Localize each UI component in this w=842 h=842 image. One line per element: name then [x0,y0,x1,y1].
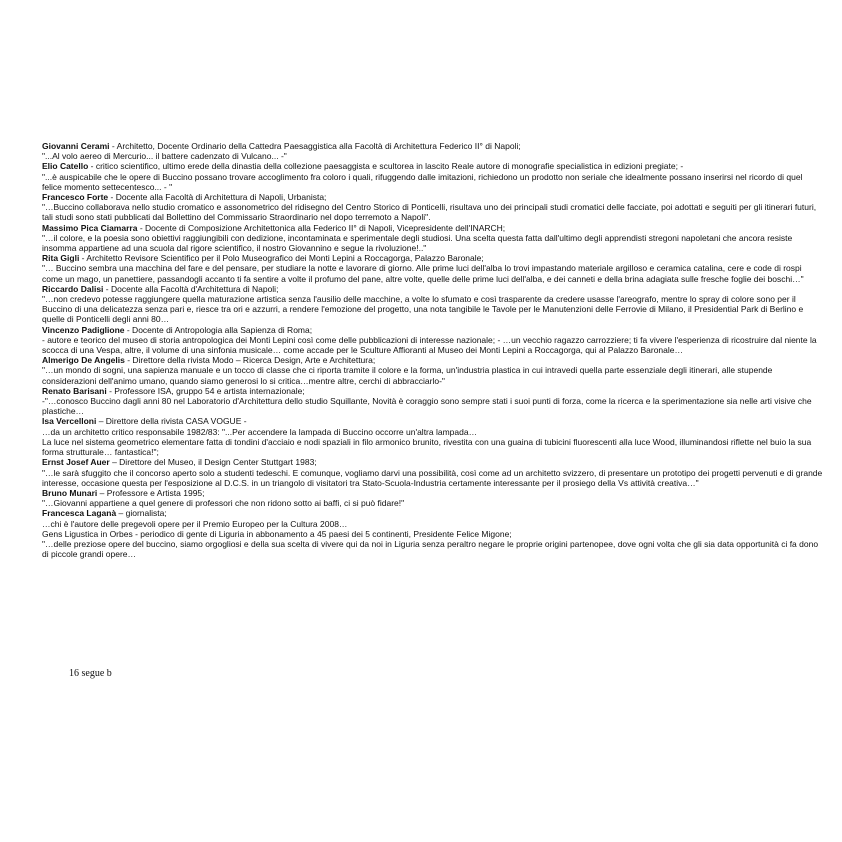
author-role: - Docente alla Facoltà d'Architettura di Napoli; [103,283,279,294]
author-name: Ernst Josef Auer [42,457,110,468]
testimonial-entry [42,192,824,223]
author-name: Vincenzo Padiglione [42,324,125,335]
author-role: - Docente di Antropologia alla Sapienza di Roma; [124,324,313,335]
quote-text: …chi è l'autore delle pregevoli opere per il Premio Europeo per la Cultura 2008… [42,518,348,529]
entry-heading [42,192,824,202]
quote-text: "…il colore, e la poesia sono obiettivi raggiungibili con dedizione, incontaminata e sperimentale degli studiosi. Una scelta questa fatta dall'ultimo degli apprendisti stregoni napoletani che ancora resiste insomma appartiene ad una scuola dal rigore scientifico, il nostro Giovannino e segue la rivoluzione!.." [42,232,793,254]
author-role: - Docente di Composizione Architettonica alla Federico II° di Napoli, Vicepresidente dell'INARCH; [137,222,506,233]
author-role: – giornalista; [116,508,167,519]
author-name: Rita Gigli [42,253,80,264]
author-name: Massimo Pica Ciamarra [42,222,138,233]
author-name: Giovanni Cerami [42,141,110,151]
author-name: Riccardo Dalisi [42,283,104,294]
author-role: - Professore ISA, gruppo 54 e artista internazionale; [106,385,305,396]
testimonial-entry [42,161,824,192]
entry-heading [42,508,824,518]
author-name: Almerigo De Angelis [42,355,125,366]
quote-text: "…le sarà sfuggito che il concorso aperto solo a studenti tedeschi. E comunque, vogliamo darvi una possibilità, così come ad un architetto svizzero, di presentare un prototipo dei progetti pervenuti e di grande interesse, occasione questa per l'esposizione al D.C.S. in un triangolo di visitatori tra Stato-Scuola-Industria certamente interessante per il prosiego della Vs attività creativa…" [42,467,823,488]
quote-text: - autore e teorico del museo di storia antropologica dei Monti Lepini così come delle pubblicazioni di interesse nazionale; - …un vecchio ragazzo carrozziere; ti fa vivere l'esperienza di ricostruire dal niente la scocca di una Vespa, altre, il volume di una sinfonia musicale… come accade per le Sculture Affioranti al Museo dei Monti Lepini a Roccagorga, qui al Palazzo Baronale… [42,334,817,356]
testimonial-entry [42,141,824,161]
author-role: - Architetto, Docente Ordinario della Cattedra Paesaggistica alla Facoltà di Architettura Federico II° di Napoli; [109,141,521,151]
quote-text: Gens Ligustica in Orbes - periodico di gente di Liguria in abbonamento a 45 paesi dei 5 continenti, Presidente Felice Migone; [42,528,512,539]
entry-heading [42,386,824,396]
testimonial-entry [42,508,824,559]
author-role: - Architetto Revisore Scientifico per il Polo Museografico dei Monti Lepini a Roccagorga, Palazzo Baronale; [79,253,484,264]
quote-text: La luce nel sistema geometrico elementare fatta di tondini d'acciaio e nodi spaziali in filo armonico brunito, rivestita con una guaina di tubicini fluorescenti alla luce Wood, illuminandosi riflette nel buio la sua forma strutturale… fantastica!"; [42,436,812,458]
entry-heading [42,141,824,151]
author-role: - critico scientifico, ultimo erede della dinastia della collezione paesaggista e scultorea in lascito Reale autore di monografie specialistica in edizioni pregiate; - [88,161,684,172]
testimonial-entry [42,253,824,284]
entry-heading [42,284,824,294]
author-role: – Direttore del Museo, il Design Center Stuttgart 1983; [109,457,317,468]
author-role: - Docente alla Facoltà di Architettura di Napoli, Urbanista; [108,192,327,203]
entry-heading [42,223,824,233]
author-name: Francesca Laganà [42,508,117,519]
entry-heading [42,325,824,335]
document-body [42,141,824,559]
author-name: Elio Catello [42,161,89,172]
author-name: Isa Vercelloni [42,416,97,427]
author-role: - Direttore della rivista Modo – Ricerca Design, Arte e Architettura; [124,355,376,366]
testimonial-entry [42,223,824,254]
entry-heading [42,161,824,171]
testimonial-entry [42,284,824,325]
author-name: Renato Barisani [42,385,107,396]
entry-heading [42,355,824,365]
quote-text: "…delle preziose opere del buccino, siamo orgogliosi e della sua scelta di vivere qui da noi in Liguria senza peraltro negare le proprie origini partenopee, dove ogni volta che gli sia data opportunità ci fa dono di piccole grandi opere… [42,538,819,560]
quote-text: "… Buccino sembra una macchina del fare e del pensare, per studiare la notte e lavorare di giorno. Alle prime luci dell'alba lo trovi impastando materiale argilloso e ceramica catalina, cere e code di rospi come un mago, un panettiere, passandogli accanto ti fa sentire a volte il profumo del pane, altre volte, quelle delle prime luci dell'alba, e dei canneti e della brina adagiata sulle fresche foglie dei boschi…" [42,263,804,284]
author-role: – Professore e Artista 1995; [97,487,205,498]
testimonial-entry [42,355,824,386]
testimonial-entry [42,416,824,457]
testimonial-entry [42,325,824,356]
quote-text: "...è auspicabile che le opere di Buccino possano trovare accoglimento fra coloro i quali, rifuggendo dalle imitazioni, richiedono un prodotto non seriale che idealmente possano inserirsi nel ricordo di quel felice momento settecentesco... - " [42,171,803,192]
entry-heading [42,416,824,426]
page-footer: 16 segue b [69,668,112,679]
author-role: – Direttore della rivista CASA VOGUE - [96,416,247,427]
quote-text: -"…conosco Buccino dagli anni 80 nel Laboratorio d'Architettura dello studio Squillante, Novità è coraggio sono sempre stati i suoi punti di forza, come la ricerca e la sperimentazione sia nelle arti visive che plastiche… [42,396,812,417]
quote-text: "…Buccino collaborava nello studio cromatico e assonometrico del ridisegno del Centro Storico di Ponticelli, risultava uno dei principali studi cromatici delle facciate, poi adottati e seguiti per gli itinerari futuri, tali studi sono stati pubblicati dal Bollettino del Commissario Straordinario nel dopo terremoto a Napoli". [42,202,817,223]
quote-text: "...Al volo aereo di Mercurio... il battere cadenzato di Vulcano... -" [42,151,287,162]
testimonial-entry [42,386,824,417]
testimonial-entry [42,488,824,508]
author-name: Bruno Munari [42,487,98,498]
testimonial-entry [42,457,824,488]
author-name: Francesco Forte [42,192,109,203]
quote-text: "…non credevo potesse raggiungere quella maturazione artistica senza l'ausilio delle macchine, a volte lo sfumato e così trasparente da credere usasse l'areografo, mentre lo spray di colore sono per il Buccino di una delicatezza senza pari e, riesce tra ori e azzurri, a rendere l'emozione del progetto, una nota tangibile le Tavole per le Manutenzioni delle Ferrovie di Milano, il Presidential Park di Berlino e quelle di Ponticelli degli anni 80… [42,294,804,325]
quote-text: …da un architetto critico responsabile 1982/83: "...Per accendere la lampada di Buccino occorre un'altra lampada… [42,426,478,437]
quote-text: "…Giovanni appartiene a quel genere di professori che non ridono sotto ai baffi, ci si può fidare!" [42,498,405,509]
entry-heading [42,457,824,467]
entry-heading [42,253,824,263]
entry-heading [42,488,824,498]
quote-text: "…un mondo di sogni, una sapienza manuale e un tocco di classe che ci riporta tramite il colore e la forma, un'industria plastica in cui intravedi quella parte essenziale degli itinerari, alle stupende considerazioni dell'animo umano, quando siamo generosi lo si critica…mentre altre, cerchi di abbracciarlo-" [42,365,773,386]
